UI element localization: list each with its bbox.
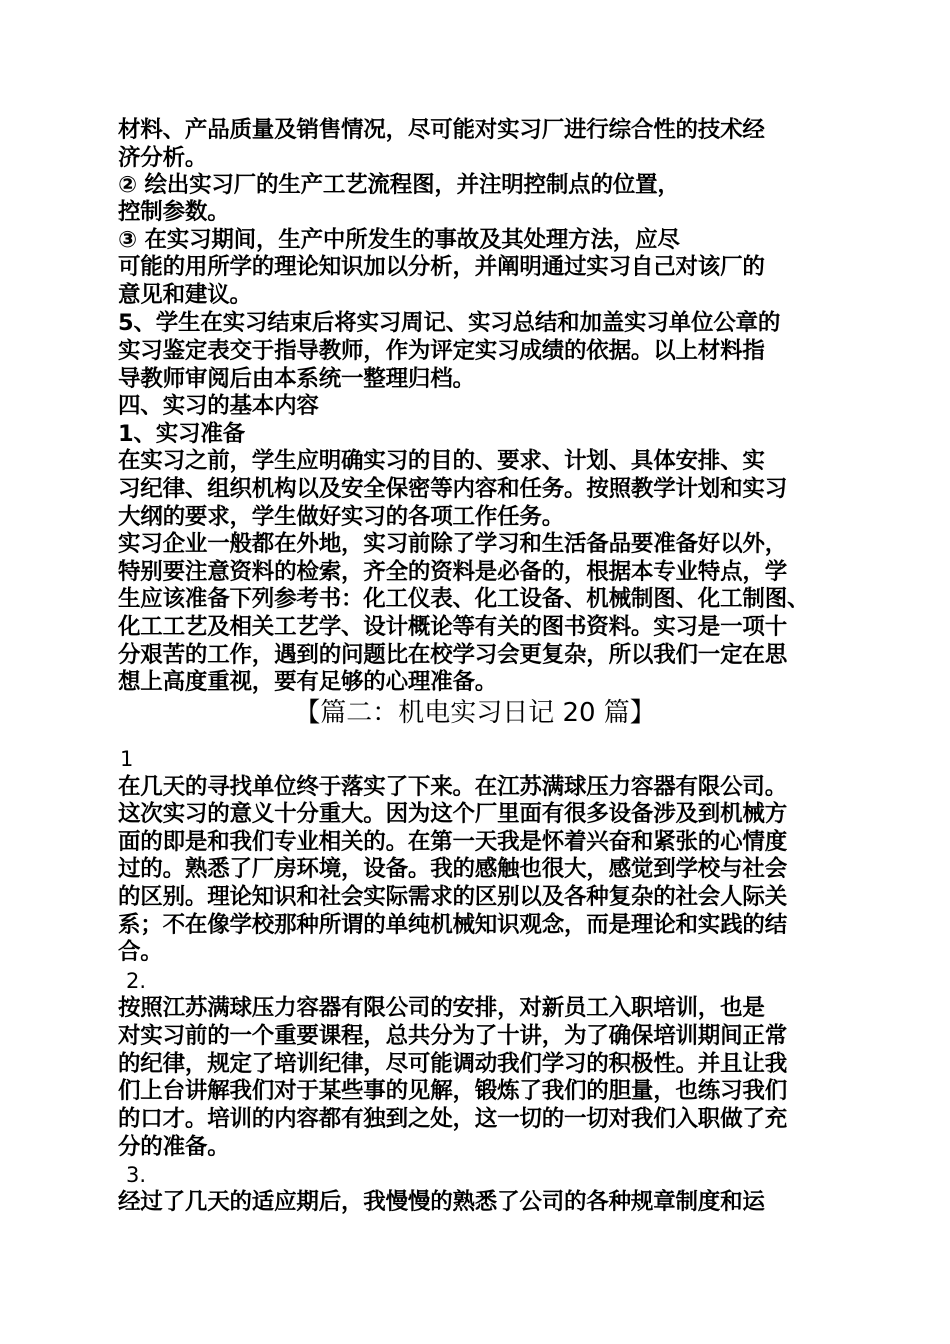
text-line: 想上高度重视，要有足够的心理准备。 [118, 669, 498, 695]
text-line: 化工工艺及相关工艺学、设计概论等有关的图书资料。实习是一项十 [118, 614, 788, 640]
text-line: 面的即是和我们专业相关的。在第一天我是怀着兴奋和紧张的心情度 [118, 829, 788, 855]
text-line: 的口才。培训的内容都有独到之处，这一切的一切对我们入职做了充 [118, 1106, 788, 1132]
text-line: 对实习前的一个重要课程，总共分为了十讲，为了确保培训期间正常 [118, 1023, 788, 1049]
entry-number: 1 [120, 747, 134, 771]
subsection-heading: 1、实习准备 [118, 421, 245, 447]
text-line: 大纲的要求，学生做好实习的各项工作任务。 [118, 504, 565, 530]
text-line: 在几天的寻找单位终于落实了下来。在江苏满球压力容器有限公司。 [118, 774, 788, 800]
text-line: 实习企业一般都在外地，实习前除了学习和生活备品要准备好以外， [118, 531, 788, 557]
text-line: 按照江苏满球压力容器有限公司的安排，对新员工入职培训，也是 [118, 995, 765, 1021]
text-line: 导教师审阅后由本系统一整理归档。 [118, 366, 475, 392]
text-line: 可能的用所学的理论知识加以分析，并阐明通过实习自己对该厂的 [118, 254, 765, 280]
text-line: 材料、产品质量及销售情况，尽可能对实习厂进行综合性的技术经 [118, 117, 765, 143]
text-line: 特别要注意资料的检索，齐全的资料是必备的，根据本专业特点，学 [118, 559, 788, 585]
text-line: 意见和建议。 [118, 282, 252, 308]
section-heading: 四、实习的基本内容 [118, 393, 319, 419]
text-line: 习纪律、组织机构以及安全保密等内容和任务。按照教学计划和实习 [118, 476, 788, 502]
text-line: 分的准备。 [118, 1134, 230, 1160]
entry-number: 2. [126, 969, 147, 993]
text-line: 实习鉴定表交于指导教师，作为评定实习成绩的依据。以上材料指 [118, 338, 765, 364]
entry-number: 3. [126, 1163, 147, 1187]
text-line: 控制参数。 [118, 199, 230, 225]
chapter-heading: 【篇二：机电实习日记 20 篇】 [294, 698, 656, 728]
text-line: 分艰苦的工作，遇到的问题比在校学习会更复杂，所以我们一定在思 [118, 642, 788, 668]
text-line: 5、学生在实习结束后将实习周记、实习总结和加盖实习单位公章的 [118, 310, 781, 336]
text-line: 在实习之前，学生应明确实习的目的、要求、计划、具体安排、实 [118, 448, 765, 474]
text-line: 的纪律，规定了培训纪律，尽可能调动我们学习的积极性。并且让我 [118, 1051, 788, 1077]
text-line: 合。 [118, 939, 163, 965]
text-line: 们上台讲解我们对于某些事的见解，锻炼了我们的胆量，也练习我们 [118, 1078, 788, 1104]
text-line: ② 绘出实习厂的生产工艺流程图，并注明控制点的位置， [118, 172, 680, 198]
text-line: 经过了几天的适应期后，我慢慢的熟悉了公司的各种规章制度和运 [118, 1189, 765, 1215]
text-line: ③ 在实习期间，生产中所发生的事故及其处理方法，应尽 [118, 227, 680, 253]
text-line: 济分析。 [118, 145, 208, 171]
text-line: 系；不在像学校那种所谓的单纯机械知识观念，而是理论和实践的结 [118, 912, 788, 938]
text-line: 这次实习的意义十分重大。因为这个厂里面有很多设备涉及到机械方 [118, 801, 788, 827]
text-line: 过的。熟悉了厂房环境，设备。我的感触也很大，感觉到学校与社会 [118, 856, 788, 882]
text-line: 的区别。理论知识和社会实际需求的区别以及各种复杂的社会人际关 [118, 884, 788, 910]
text-line: 生应该准备下列参考书：化工仪表、化工设备、机械制图、化工制图、 [118, 586, 810, 612]
